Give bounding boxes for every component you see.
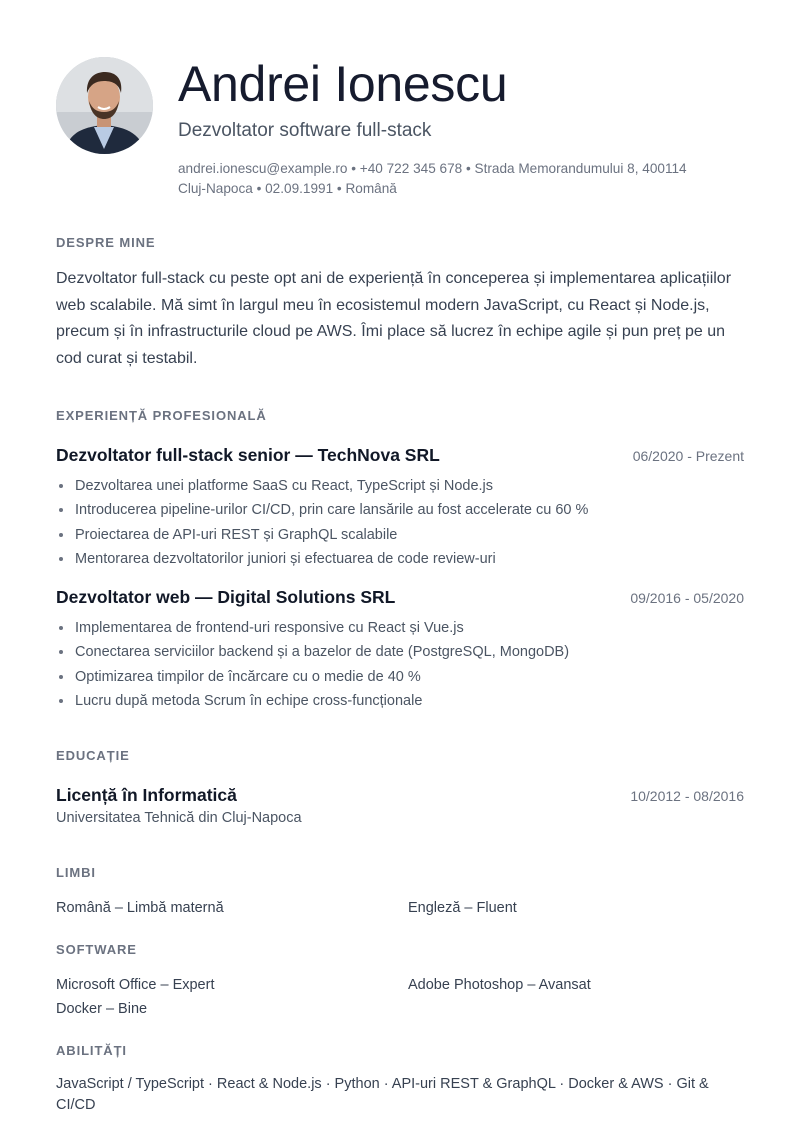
section-title: SOFTWARE <box>56 942 137 957</box>
list-item: Adobe Photoshop – Avansat <box>408 977 591 993</box>
list-item: Conectarea serviciilor backend și a bazelor de date (PostgreSQL, MongoDB) <box>56 640 744 664</box>
job-date: 09/2016 - 05/2020 <box>630 590 744 607</box>
school-name: Universitatea Tehnică din Cluj-Napoca <box>56 810 302 826</box>
header-text <box>178 56 744 199</box>
section-title: DESPRE MINE <box>56 235 156 250</box>
job-header <box>56 445 744 466</box>
resume-header <box>56 56 744 206</box>
list-item: Proiectarea de API-uri REST și GraphQL scalabile <box>56 523 744 547</box>
skills-text: JavaScript / TypeScript · React & Node.js · Python · API-uri REST & GraphQL · Docker & AWS · Git & CI/CD <box>56 1076 709 1113</box>
education-header <box>56 785 744 806</box>
section-title: ABILITĂȚI <box>56 1043 127 1058</box>
section-title: LIMBI <box>56 865 96 880</box>
languages-list <box>56 898 744 918</box>
list-item: Implementarea de frontend-uri responsive cu React și Vue.js <box>56 616 744 640</box>
list-item: Docker – Bine <box>56 1001 148 1017</box>
education-entry <box>56 785 744 826</box>
education-date: 10/2012 - 08/2016 <box>630 788 744 804</box>
skills-section <box>56 1043 744 1115</box>
list-item: Română – Limbă maternă <box>56 900 224 916</box>
avatar <box>56 57 153 154</box>
section-title: EDUCAȚIE <box>56 748 130 763</box>
job-bullets <box>56 616 744 713</box>
list-item: Engleză – Fluent <box>408 900 517 916</box>
experience-section <box>56 408 744 713</box>
list-item: Lucru după metoda Scrum în echipe cross-funcționale <box>56 689 744 713</box>
job-date: 06/2020 - Prezent <box>632 448 744 464</box>
degree-title: Licență în Informatică <box>56 785 237 805</box>
software-list <box>56 975 744 1019</box>
list-item: Introducerea pipeline-urilor CI/CD, prin care lansările au fost accelerate cu 60 % <box>56 498 744 522</box>
section-title: EXPERIENȚĂ PROFESIONALĂ <box>56 408 267 423</box>
contact-line: Cluj-Napoca • 02.09.1991 • Română <box>178 181 397 196</box>
job-heading: Dezvoltator web — Digital Solutions SRL <box>56 587 396 608</box>
contact-line: andrei.ionescu@example.ro • +40 722 345 678 • Strada Memorandumului 8, 400114 <box>178 161 687 176</box>
job-header <box>56 587 744 608</box>
list-item: Optimizarea timpilor de încărcare cu o medie de 40 % <box>56 665 744 689</box>
contact-info <box>178 159 744 199</box>
list-item: Mentorarea dezvoltatorilor juniori și efectuarea de code review-uri <box>56 547 744 571</box>
about-section <box>56 235 744 372</box>
job-entry <box>56 587 744 713</box>
job-heading: Dezvoltator full-stack senior — TechNova SRL <box>56 445 440 465</box>
profile-photo-icon <box>56 57 153 154</box>
languages-section <box>56 865 744 918</box>
list-item: Dezvoltarea unei platforme SaaS cu React, TypeScript și Node.js <box>56 474 744 498</box>
job-entry <box>56 445 744 571</box>
education-section <box>56 748 744 826</box>
about-text: Dezvoltator full-stack cu peste opt ani de experiență în conceperea și implementarea aplicațiilor web scalabile. Mă simt în largul meu în ecosistemul modern JavaScript, cu React și Node.js, precum și în infrastructurile cloud pe AWS. Îmi place să lucrez în echipe agile și pun preț pe un cod curat și testabil. <box>56 270 732 367</box>
candidate-title: Dezvoltator software full-stack <box>178 120 432 141</box>
candidate-name: Andrei Ionescu <box>178 56 508 112</box>
job-bullets <box>56 474 744 571</box>
software-section <box>56 942 744 1019</box>
list-item: Microsoft Office – Expert <box>56 977 215 993</box>
